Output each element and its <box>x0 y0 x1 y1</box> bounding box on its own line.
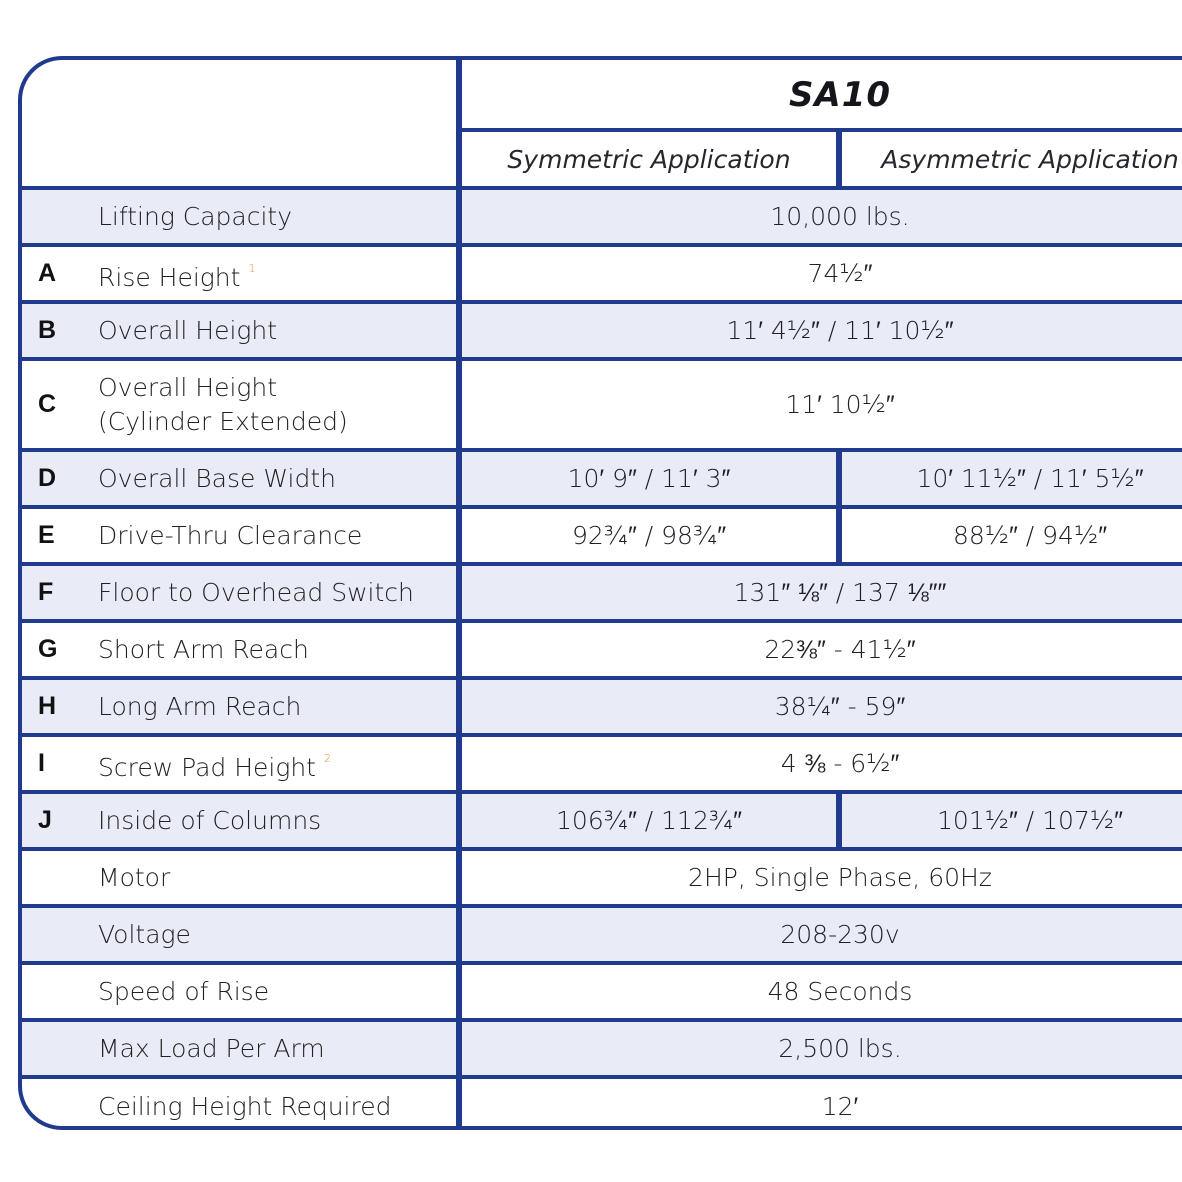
row-label <box>98 623 448 676</box>
row-label-text <box>98 742 448 785</box>
row-letter: G <box>38 635 58 663</box>
row-label-main: Speed of Rise <box>98 976 270 1006</box>
row-letter: A <box>38 259 57 287</box>
row-label-text <box>98 252 448 295</box>
row-label-text <box>98 633 448 667</box>
row-label-text <box>98 861 448 895</box>
row-value: 74½″ <box>807 258 873 288</box>
table-row <box>22 300 1182 357</box>
row-label-main: Short Arm Reach <box>98 634 309 664</box>
row-label-main: Drive-Thru Clearance <box>98 520 363 550</box>
row-label <box>98 680 448 733</box>
row-label-main: Ceiling Height Required <box>98 1091 392 1121</box>
row-label-text <box>98 918 448 952</box>
row-letter <box>38 851 68 904</box>
table-row <box>22 357 1182 448</box>
row-label-secondary: (Cylinder Extended) <box>98 406 348 436</box>
table-row <box>22 733 1182 790</box>
row-label <box>98 1022 448 1075</box>
row-label <box>98 851 448 904</box>
row-letter: D <box>38 464 57 492</box>
row-label-main: Overall Base Width <box>98 463 336 493</box>
asymmetric-value: 101½″ / 107½″ <box>937 805 1123 835</box>
asymmetric-value: 10′ 11½″ / 11′ 5½″ <box>916 463 1144 493</box>
row-label-main: Motor <box>98 862 171 892</box>
row-letter <box>38 1079 68 1130</box>
row-label-main: Max Load Per Arm <box>98 1033 325 1063</box>
row-label <box>98 737 448 790</box>
table-row <box>22 790 1182 847</box>
table-row <box>22 961 1182 1018</box>
row-label-text <box>98 462 448 496</box>
row-value: 10,000 lbs. <box>770 202 910 231</box>
row-letter <box>38 190 68 243</box>
row-label-main: Rise Height <box>98 263 241 292</box>
row-label-text <box>98 804 448 838</box>
row-label-main: Overall Height <box>98 372 278 402</box>
footnote-marker: 1 <box>248 262 256 275</box>
row-label <box>98 1079 448 1130</box>
row-label <box>98 190 448 243</box>
table-row <box>22 904 1182 961</box>
table-row <box>22 562 1182 619</box>
row-label <box>98 509 448 562</box>
row-label <box>98 566 448 619</box>
row-label-text <box>98 975 448 1009</box>
row-value: 38¼″ - 59″ <box>774 691 906 721</box>
row-label-main: Long Arm Reach <box>98 691 302 721</box>
row-letter: B <box>38 316 57 344</box>
row-letter: H <box>38 692 57 720</box>
row-label <box>98 247 448 300</box>
row-label <box>98 361 448 448</box>
spec-table <box>18 56 1182 1130</box>
row-letter <box>38 1022 68 1075</box>
symmetric-value: 10′ 9″ / 11′ 3″ <box>567 463 731 493</box>
row-label-main: Screw Pad Height <box>98 753 316 782</box>
row-label-main: Overall Height <box>98 315 278 345</box>
row-label-text <box>98 371 448 405</box>
row-label-text <box>98 200 448 234</box>
row-value: 11′ 10½″ <box>785 389 895 419</box>
row-label-text <box>98 1032 448 1066</box>
row-label <box>98 908 448 961</box>
row-label <box>98 452 448 505</box>
row-value: 12′ <box>821 1091 859 1121</box>
row-letter <box>38 908 68 961</box>
table-row <box>22 243 1182 300</box>
symmetric-value: 106¾″ / 112¾″ <box>556 805 742 835</box>
table-row <box>22 1075 1182 1130</box>
asymmetric-application-header: Asymmetric Application <box>881 144 1179 174</box>
row-label-main: Inside of Columns <box>98 805 322 835</box>
row-letter: J <box>38 806 52 834</box>
model-title: SA10 <box>788 75 892 115</box>
row-value: 11′ 4½″ / 11′ 10½″ <box>726 315 954 345</box>
table-row <box>22 1018 1182 1075</box>
row-label-text <box>98 576 448 610</box>
label-column-divider <box>456 60 462 1126</box>
symmetric-application-header: Symmetric Application <box>507 144 791 174</box>
row-value: 22⅜″ - 41½″ <box>764 634 916 664</box>
asymmetric-value: 88½″ / 94½″ <box>952 520 1108 550</box>
row-label <box>98 304 448 357</box>
row-value: 48 Seconds <box>767 977 913 1006</box>
row-value: 131″ ⅛″ / 137 ⅛″″ <box>733 577 947 607</box>
row-letter: E <box>38 521 55 549</box>
row-label-main: Lifting Capacity <box>98 201 293 231</box>
symmetric-value: 92¾″ / 98¾″ <box>571 520 727 550</box>
row-label-text <box>98 690 448 724</box>
row-value: 2HP, Single Phase, 60Hz <box>688 863 992 892</box>
row-value: 2,500 lbs. <box>778 1034 902 1063</box>
table-row <box>22 847 1182 904</box>
table-header <box>22 60 1182 186</box>
row-label-main: Floor to Overhead Switch <box>98 577 414 607</box>
row-value: 4 ⅜ - 6½″ <box>780 748 900 778</box>
row-letter <box>38 965 68 1018</box>
row-letter: I <box>38 749 45 777</box>
table-row <box>22 505 1182 562</box>
table-row <box>22 448 1182 505</box>
row-letter: F <box>38 578 54 606</box>
row-label <box>98 965 448 1018</box>
row-label-text <box>98 519 448 553</box>
table-row <box>22 619 1182 676</box>
row-letter: C <box>38 390 57 418</box>
footnote-marker: 2 <box>323 752 331 765</box>
table-row <box>22 676 1182 733</box>
row-value: 208-230v <box>780 920 900 949</box>
row-label-text <box>98 1090 448 1124</box>
row-label-main: Voltage <box>98 919 191 949</box>
table-row <box>22 186 1182 243</box>
row-label-text <box>98 314 448 348</box>
row-label <box>98 794 448 847</box>
